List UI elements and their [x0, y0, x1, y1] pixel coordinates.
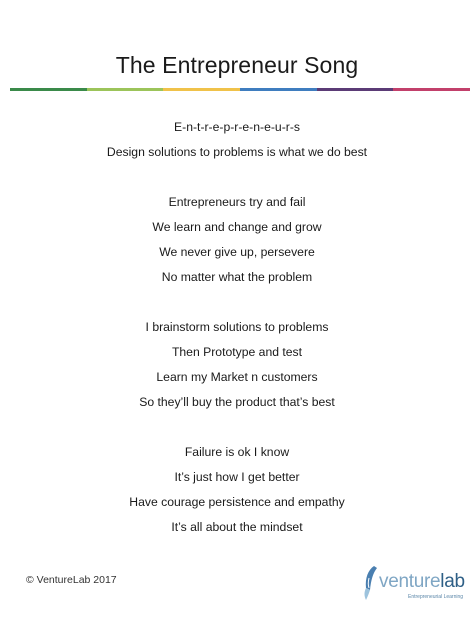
color-segment-5: [317, 88, 394, 91]
lyric-line: I brainstorm solutions to problems: [145, 320, 329, 334]
color-segment-2: [87, 88, 164, 91]
color-segment-6: [393, 88, 470, 91]
copyright-notice: © VentureLab 2017: [26, 574, 117, 586]
lyric-line: Then Prototype and test: [171, 345, 303, 359]
logo-word-lab: lab: [440, 571, 465, 592]
color-divider: [10, 88, 470, 91]
venturelab-logo: [360, 564, 465, 604]
lyric-line: Design solutions to problems is what we do best: [106, 145, 368, 159]
color-segment-1: [10, 88, 87, 91]
lyric-line: Learn my Market n customers: [156, 370, 318, 384]
lyric-line: We never give up, persevere: [159, 245, 315, 259]
logo-tagline: Entrepreneurial Learning: [408, 594, 464, 600]
lyric-line: Failure is ok I know: [184, 445, 290, 459]
logo-wordmark: [379, 571, 465, 593]
page-title: The Entrepreneur Song: [115, 52, 359, 78]
color-segment-3: [163, 88, 240, 91]
lyric-line: So they’ll buy the product that’s best: [139, 395, 335, 409]
lyric-line: Have courage persistence and empathy: [129, 495, 345, 509]
lyric-line: It’s just how I get better: [174, 470, 300, 484]
color-segment-4: [240, 88, 317, 91]
lyric-line: We learn and change and grow: [152, 220, 322, 234]
lyric-line: It’s all about the mindset: [171, 520, 303, 534]
logo-word-venture: venture: [379, 571, 441, 592]
lyric-line: No matter what the problem: [161, 270, 313, 284]
lyric-line: E-n-t-r-e-p-r-e-n-e-u-r-s: [174, 120, 300, 134]
lyric-line: Entrepreneurs try and fail: [168, 195, 306, 209]
